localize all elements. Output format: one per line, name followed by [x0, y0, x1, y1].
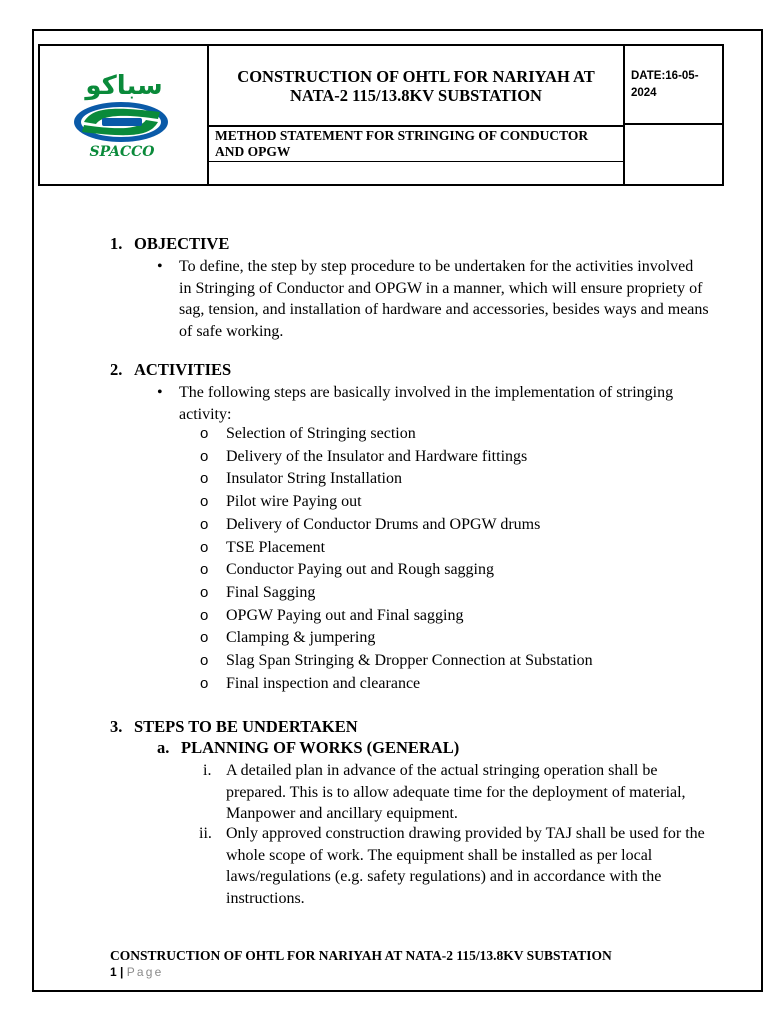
section-steps-heading — [110, 717, 358, 737]
list-item: o Final inspection and clearance — [200, 673, 593, 696]
step-text: A detailed plan in advance of the actual stringing operation shall be prepared. This is to allow adequate time for the deployment of material, Manpower and ancillary equipment. — [226, 762, 686, 822]
list-item: o Conductor Paying out and Rough sagging — [200, 559, 593, 582]
section-title: STEPS TO BE UNDERTAKEN — [134, 717, 358, 736]
list-item: o Delivery of the Insulator and Hardware fittings — [200, 446, 593, 469]
list-item: o Insulator String Installation — [200, 468, 593, 491]
page-separator: | — [116, 965, 127, 979]
circle-bullet-icon: o — [200, 629, 209, 647]
step-text: Only approved construction drawing provided by TAJ shall be used for the whole scope of work. The equipment shall be installed as per local laws/regulations (e.g. safety regulations) and in accordance with the instructions. — [226, 825, 705, 907]
document-title: CONSTRUCTION OF OHTL FOR NARIYAH AT NATA-2 115/13.8KV SUBSTATION — [237, 66, 595, 105]
circle-bullet-icon: o — [200, 583, 209, 601]
document-date: DATE:16-05-2024 — [631, 70, 699, 99]
list-item: o Pilot wire Paying out — [200, 491, 593, 514]
list-item: o OPGW Paying out and Final sagging — [200, 605, 593, 628]
bullet-icon: • — [157, 384, 163, 401]
empty-cell — [209, 162, 623, 184]
spacco-logo — [40, 46, 207, 184]
page-number: 1 — [110, 965, 117, 979]
circle-bullet-icon: o — [200, 606, 209, 624]
circle-bullet-icon: o — [200, 652, 209, 670]
circle-bullet-icon: o — [200, 515, 209, 533]
list-item: o Selection of Stringing section — [200, 423, 593, 446]
section-objective-heading — [110, 234, 229, 254]
subsection-title: PLANNING OF WORKS (GENERAL) — [181, 738, 460, 757]
logo-latin-text: SPACCO — [89, 144, 155, 160]
date-cell — [623, 46, 724, 125]
step-number: i. — [203, 762, 212, 779]
section-number: 1. — [110, 234, 123, 253]
section-title: OBJECTIVE — [134, 234, 230, 253]
step-number: ii. — [199, 825, 212, 842]
footer-title: CONSTRUCTION OF OHTL FOR NARIYAH AT NATA-2 115/13.8KV SUBSTATION — [110, 948, 612, 963]
list-item: o Final Sagging — [200, 582, 593, 605]
section-activities-heading — [110, 360, 231, 380]
empty-date-cell — [623, 125, 724, 184]
list-item: o TSE Placement — [200, 537, 593, 560]
logo-cell — [40, 46, 209, 184]
objective-text: To define, the step by step procedure to be undertaken for the activities involved in Stringing of Conductor and OPGW in a manner, which will ensure propriety of sag, tension, and installation of hardware and accessories, besides ways and means of safe working. — [179, 258, 709, 340]
section-title: ACTIVITIES — [134, 360, 232, 379]
section-number: 2. — [110, 360, 123, 379]
list-item: o Clamping & jumpering — [200, 627, 593, 650]
circle-bullet-icon: o — [200, 538, 209, 556]
circle-bullet-icon: o — [200, 425, 209, 442]
footer-page-indicator — [110, 965, 164, 979]
document-header — [38, 44, 724, 186]
section-number: 3. — [110, 717, 123, 736]
method-statement-title: METHOD STATEMENT FOR STRINGING OF CONDUCTOR AND OPGW — [215, 128, 589, 159]
page-label: Page — [126, 965, 164, 979]
list-item: o Slag Span Stringing & Dropper Connection at Substation — [200, 650, 593, 673]
circle-bullet-icon: o — [200, 561, 209, 579]
circle-bullet-icon: o — [200, 447, 209, 465]
method-statement-cell — [209, 127, 623, 162]
bullet-icon: • — [157, 258, 163, 275]
activities-list — [200, 423, 593, 695]
title-cell — [209, 46, 623, 127]
circle-bullet-icon: o — [200, 493, 209, 511]
activities-intro: The following steps are basically involved in the implementation of stringing activity: — [179, 384, 674, 423]
circle-bullet-icon: o — [200, 470, 209, 488]
logo-arabic-text: سباكو — [85, 71, 163, 101]
list-item: o Delivery of Conductor Drums and OPGW drums — [200, 514, 593, 537]
circle-bullet-icon: o — [200, 674, 209, 692]
subsection-planning-heading — [157, 738, 459, 758]
subsection-number: a. — [157, 738, 170, 757]
